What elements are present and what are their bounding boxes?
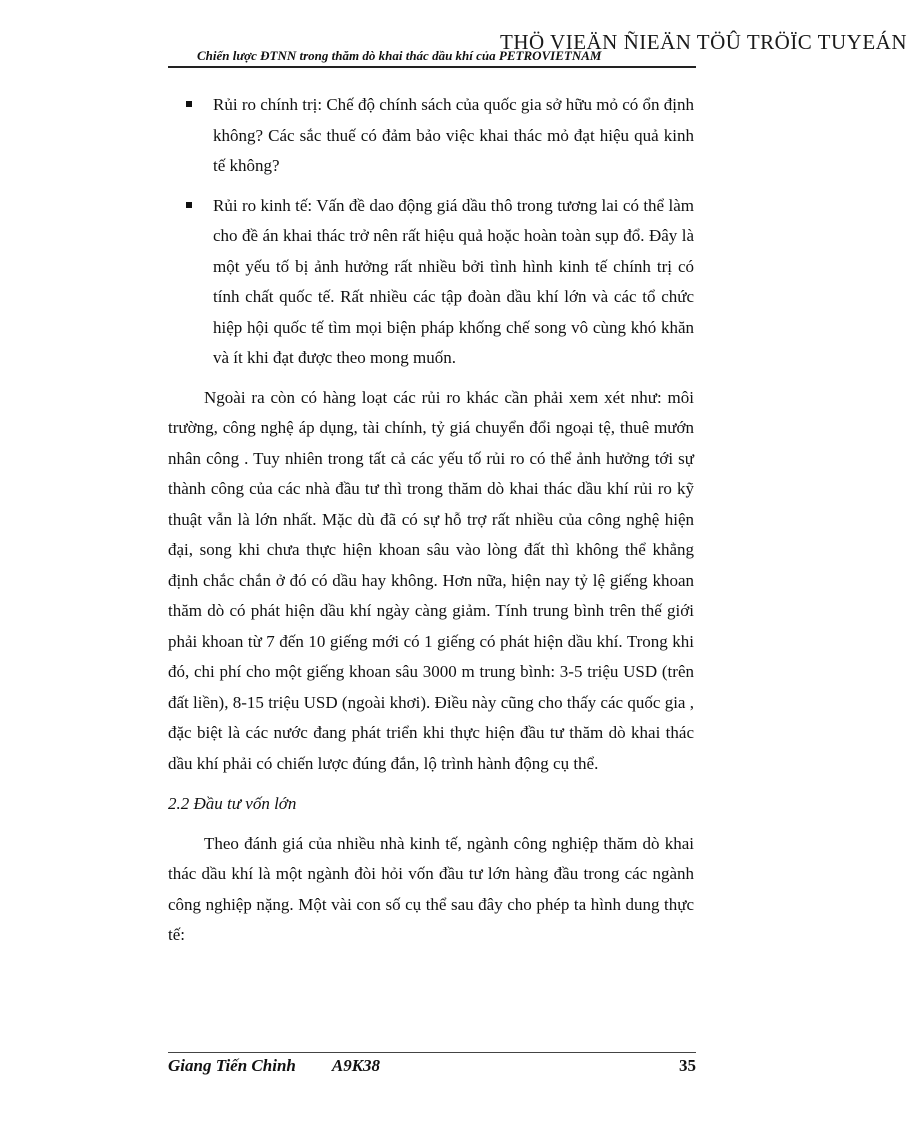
footer-class-code: A9K38 bbox=[331, 1056, 381, 1075]
footer-author-line bbox=[168, 1056, 380, 1076]
bullet-text: Rủi ro chính trị: Chế độ chính sách của quốc gia sở hữu mỏ có ổn định không? Các sắc thuế có đảm bảo việc khai thác mỏ đạt hiệu quả kinh tế không? bbox=[213, 95, 694, 175]
square-bullet-icon bbox=[186, 202, 192, 208]
square-bullet-icon bbox=[186, 101, 192, 107]
page-number: 35 bbox=[679, 1056, 696, 1075]
risk-bullet-list bbox=[168, 90, 694, 374]
footer-divider bbox=[168, 1052, 696, 1053]
header-divider bbox=[168, 66, 696, 68]
page-body bbox=[168, 90, 694, 951]
section-heading: 2.2 Đầu tư vốn lớn bbox=[168, 794, 297, 813]
bullet-text: Rủi ro kinh tế: Vấn đề dao động giá dầu thô trong tương lai có thể làm cho đề án khai thác trở nên rất hiệu quả hoặc hoàn toàn sụp đổ. Đây là một yếu tố bị ảnh hưởng rất nhiều bởi tình hình kinh tế chính trị có tính chất quốc tế. Rất nhiều các tập đoàn dầu khí lớn và các tổ chức hiệp hội quốc tế tìm mọi biện pháp khống chế song vô cùng khó khăn và ít khi đạt được theo mong muốn. bbox=[213, 195, 694, 367]
watermark-text: THÖ VIEÄN ÑIEÄN TÖÛ TRÖÏC TUYEÁN bbox=[500, 30, 907, 54]
running-header-title: Chiến lược ĐTNN trong thăm dò khai thác dầu khí của PETROVIETNAM bbox=[197, 48, 602, 63]
bullet-item-political-risk bbox=[168, 90, 694, 182]
body-paragraph-other-risks: Ngoài ra còn có hàng loạt các rủi ro khác cần phải xem xét như: môi trường, công nghệ áp dụng, tài chính, tỷ giá chuyển đổi ngoại tệ, thuê mướn nhân công . Tuy nhiên trong tất cả các yếu tố rủi ro có thể ảnh hưởng tới sự thành công của các nhà đầu tư thì trong thăm dò khai thác dầu khí rủi ro kỹ thuật vẫn là lớn nhất. Mặc dù đã có sự hỗ trợ rất nhiều của công nghệ hiện đại, song khi chưa thực hiện khoan sâu vào lòng đất thì không thể khẳng định chắc chắn ở đó có dầu hay không. Hơn nữa, hiện nay tỷ lệ giếng khoan thăm dò có phát hiện dầu khí ngày càng giảm. Tính trung bình trên thế giới phải khoan từ 7 đến 10 giếng mới có 1 giếng có phát hiện dầu khí. Trong khi đó, chi phí cho một giếng khoan sâu 3000 m trung bình: 3-5 triệu USD (trên đất liền), 8-15 triệu USD (ngoài khơi). Điều này cũng cho thấy các quốc gia , đặc biệt là các nước đang phát triển khi thực hiện đầu tư thăm dò khai thác dầu khí phải có chiến lược đúng đắn, lộ trình hành động cụ thể. bbox=[168, 387, 694, 773]
body-paragraph-investment: Theo đánh giá của nhiều nhà kinh tế, ngành công nghiệp thăm dò khai thác dầu khí là một ngành đòi hỏi vốn đầu tư lớn hàng đầu trong các ngành công nghiệp nặng. Một vài con số cụ thể sau đây cho phép ta hình dung thực tế: bbox=[168, 833, 694, 944]
bullet-item-economic-risk bbox=[168, 191, 694, 374]
footer-author-name: Giang Tiến Chinh bbox=[168, 1056, 296, 1075]
